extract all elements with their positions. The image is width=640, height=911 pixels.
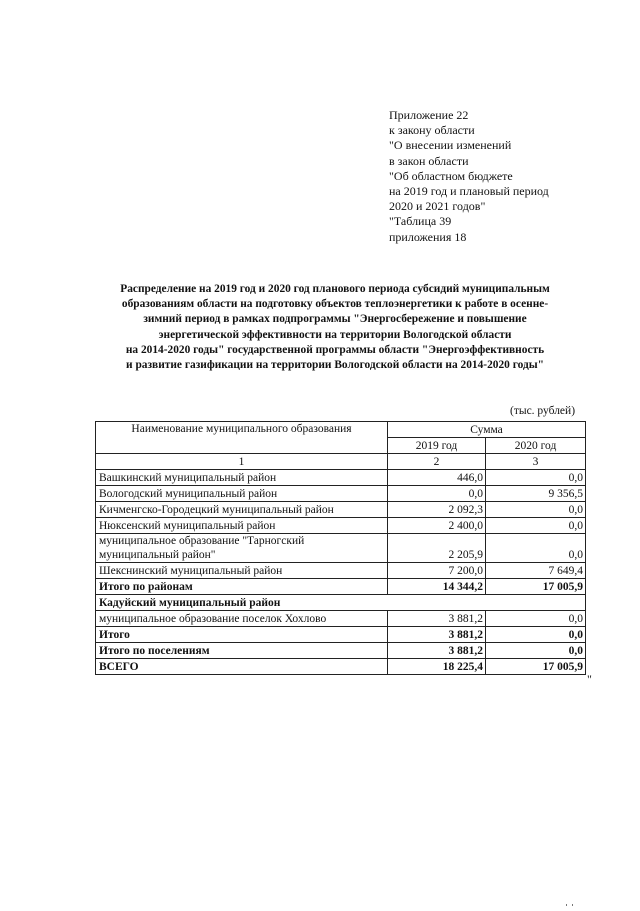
document-title (90, 282, 580, 373)
table-row (96, 486, 586, 502)
header-name: Наименование муниципального образования (96, 422, 388, 454)
appendix-line: приложения 18 (389, 229, 467, 244)
title-line: Распределение на 2019 год и 2020 год планового периода субсидий муниципальным (120, 283, 550, 295)
row-value-2020: 0,0 (486, 627, 586, 643)
row-name: Вашкинский муниципальный район (96, 470, 388, 486)
column-number-row (96, 454, 586, 470)
row-value-2019: 3 881,2 (388, 627, 486, 643)
row-value-2020: 7 649,4 (486, 563, 586, 579)
row-name: Кадуйский муниципальный район (96, 595, 586, 611)
appendix-line: на 2019 год и плановый период (389, 184, 549, 199)
row-value-2020: 17 005,9 (486, 659, 586, 675)
table-row (96, 595, 586, 611)
closing-quote: " (587, 672, 592, 686)
appendix-line: "Таблица 39 (389, 214, 452, 229)
row-name: Шекснинский муниципальный район (96, 563, 388, 579)
row-name: Кичменгско-Городецкий муниципальный район (96, 502, 388, 518)
table-row (96, 659, 586, 675)
subsidy-table (95, 421, 586, 675)
table-row (96, 643, 586, 659)
table-row (96, 579, 586, 595)
row-value-2019: 2 205,9 (388, 534, 486, 563)
header-sum: Сумма (388, 422, 586, 438)
title-line: на 2014-2020 годы" государственной программы области "Энергоэффективность (125, 343, 545, 356)
table-row (96, 611, 586, 627)
table-row (96, 518, 586, 534)
title-line: энергетической эффективности на территории Вологодской области (158, 328, 512, 341)
header-row (96, 422, 586, 438)
appendix-line: 2020 и 2021 годов" (389, 199, 486, 214)
table-row (96, 470, 586, 486)
appendix-line: "Об областном бюджете (389, 168, 513, 183)
title-line: и развитие газификации на территории Вологодской области на 2014-2020 годы" (126, 359, 544, 372)
row-value-2020: 0,0 (486, 502, 586, 518)
appendix-line: "О внесении изменений (389, 138, 512, 153)
row-name: муниципальное образование "Тарногский муниципальный район" (96, 534, 388, 563)
appendix-line: в закон области (389, 153, 469, 168)
row-value-2019: 2 092,3 (388, 502, 486, 518)
row-value-2020: 0,0 (486, 470, 586, 486)
col-number-2: 2 (388, 454, 486, 470)
row-value-2019: 18 225,4 (388, 659, 486, 675)
title-line: образованиям области на подготовку объектов теплоэнергетики к работе в осенне- (121, 298, 549, 311)
row-value-2020: 9 356,5 (486, 486, 586, 502)
row-name: Итого по поселениям (96, 643, 388, 659)
row-value-2020: 0,0 (486, 611, 586, 627)
table-row (96, 627, 586, 643)
row-name: Итого (96, 627, 388, 643)
appendix-line: к закону области (389, 123, 475, 138)
row-value-2020: 0,0 (486, 643, 586, 659)
row-value-2019: 2 400,0 (388, 518, 486, 534)
row-value-2019: 14 344,2 (388, 579, 486, 595)
col-number-1: 1 (96, 454, 388, 470)
appendix-line: Приложение 22 (389, 108, 469, 122)
table-row (96, 563, 586, 579)
row-name: ВСЕГО (96, 659, 388, 675)
row-value-2019: 3 881,2 (388, 611, 486, 627)
table-row (96, 502, 586, 518)
row-name: Вологодский муниципальный район (96, 486, 388, 502)
table-row (96, 534, 586, 563)
row-value-2020: 0,0 (486, 518, 586, 534)
col-number-3: 3 (486, 454, 586, 470)
row-value-2019: 7 200,0 (388, 563, 486, 579)
row-value-2020: 0,0 (486, 534, 586, 563)
units-label: (тыс. рублей) (510, 405, 576, 417)
row-value-2019: 3 881,2 (388, 643, 486, 659)
row-value-2019: 446,0 (388, 470, 486, 486)
title-line: зимний период в рамках подпрограммы "Энергосбережение и повышение (143, 313, 527, 326)
header-2020: 2020 год (486, 438, 586, 454)
row-name: Нюксенский муниципальный район (96, 518, 388, 534)
header-2019: 2019 год (388, 438, 486, 454)
row-name: Итого по районам (96, 579, 388, 595)
row-value-2019: 0,0 (388, 486, 486, 502)
row-name: муниципальное образование поселок Хохлово (96, 611, 388, 627)
appendix-block (389, 108, 549, 245)
scan-mark (566, 893, 580, 895)
row-value-2020: 17 005,9 (486, 579, 586, 595)
